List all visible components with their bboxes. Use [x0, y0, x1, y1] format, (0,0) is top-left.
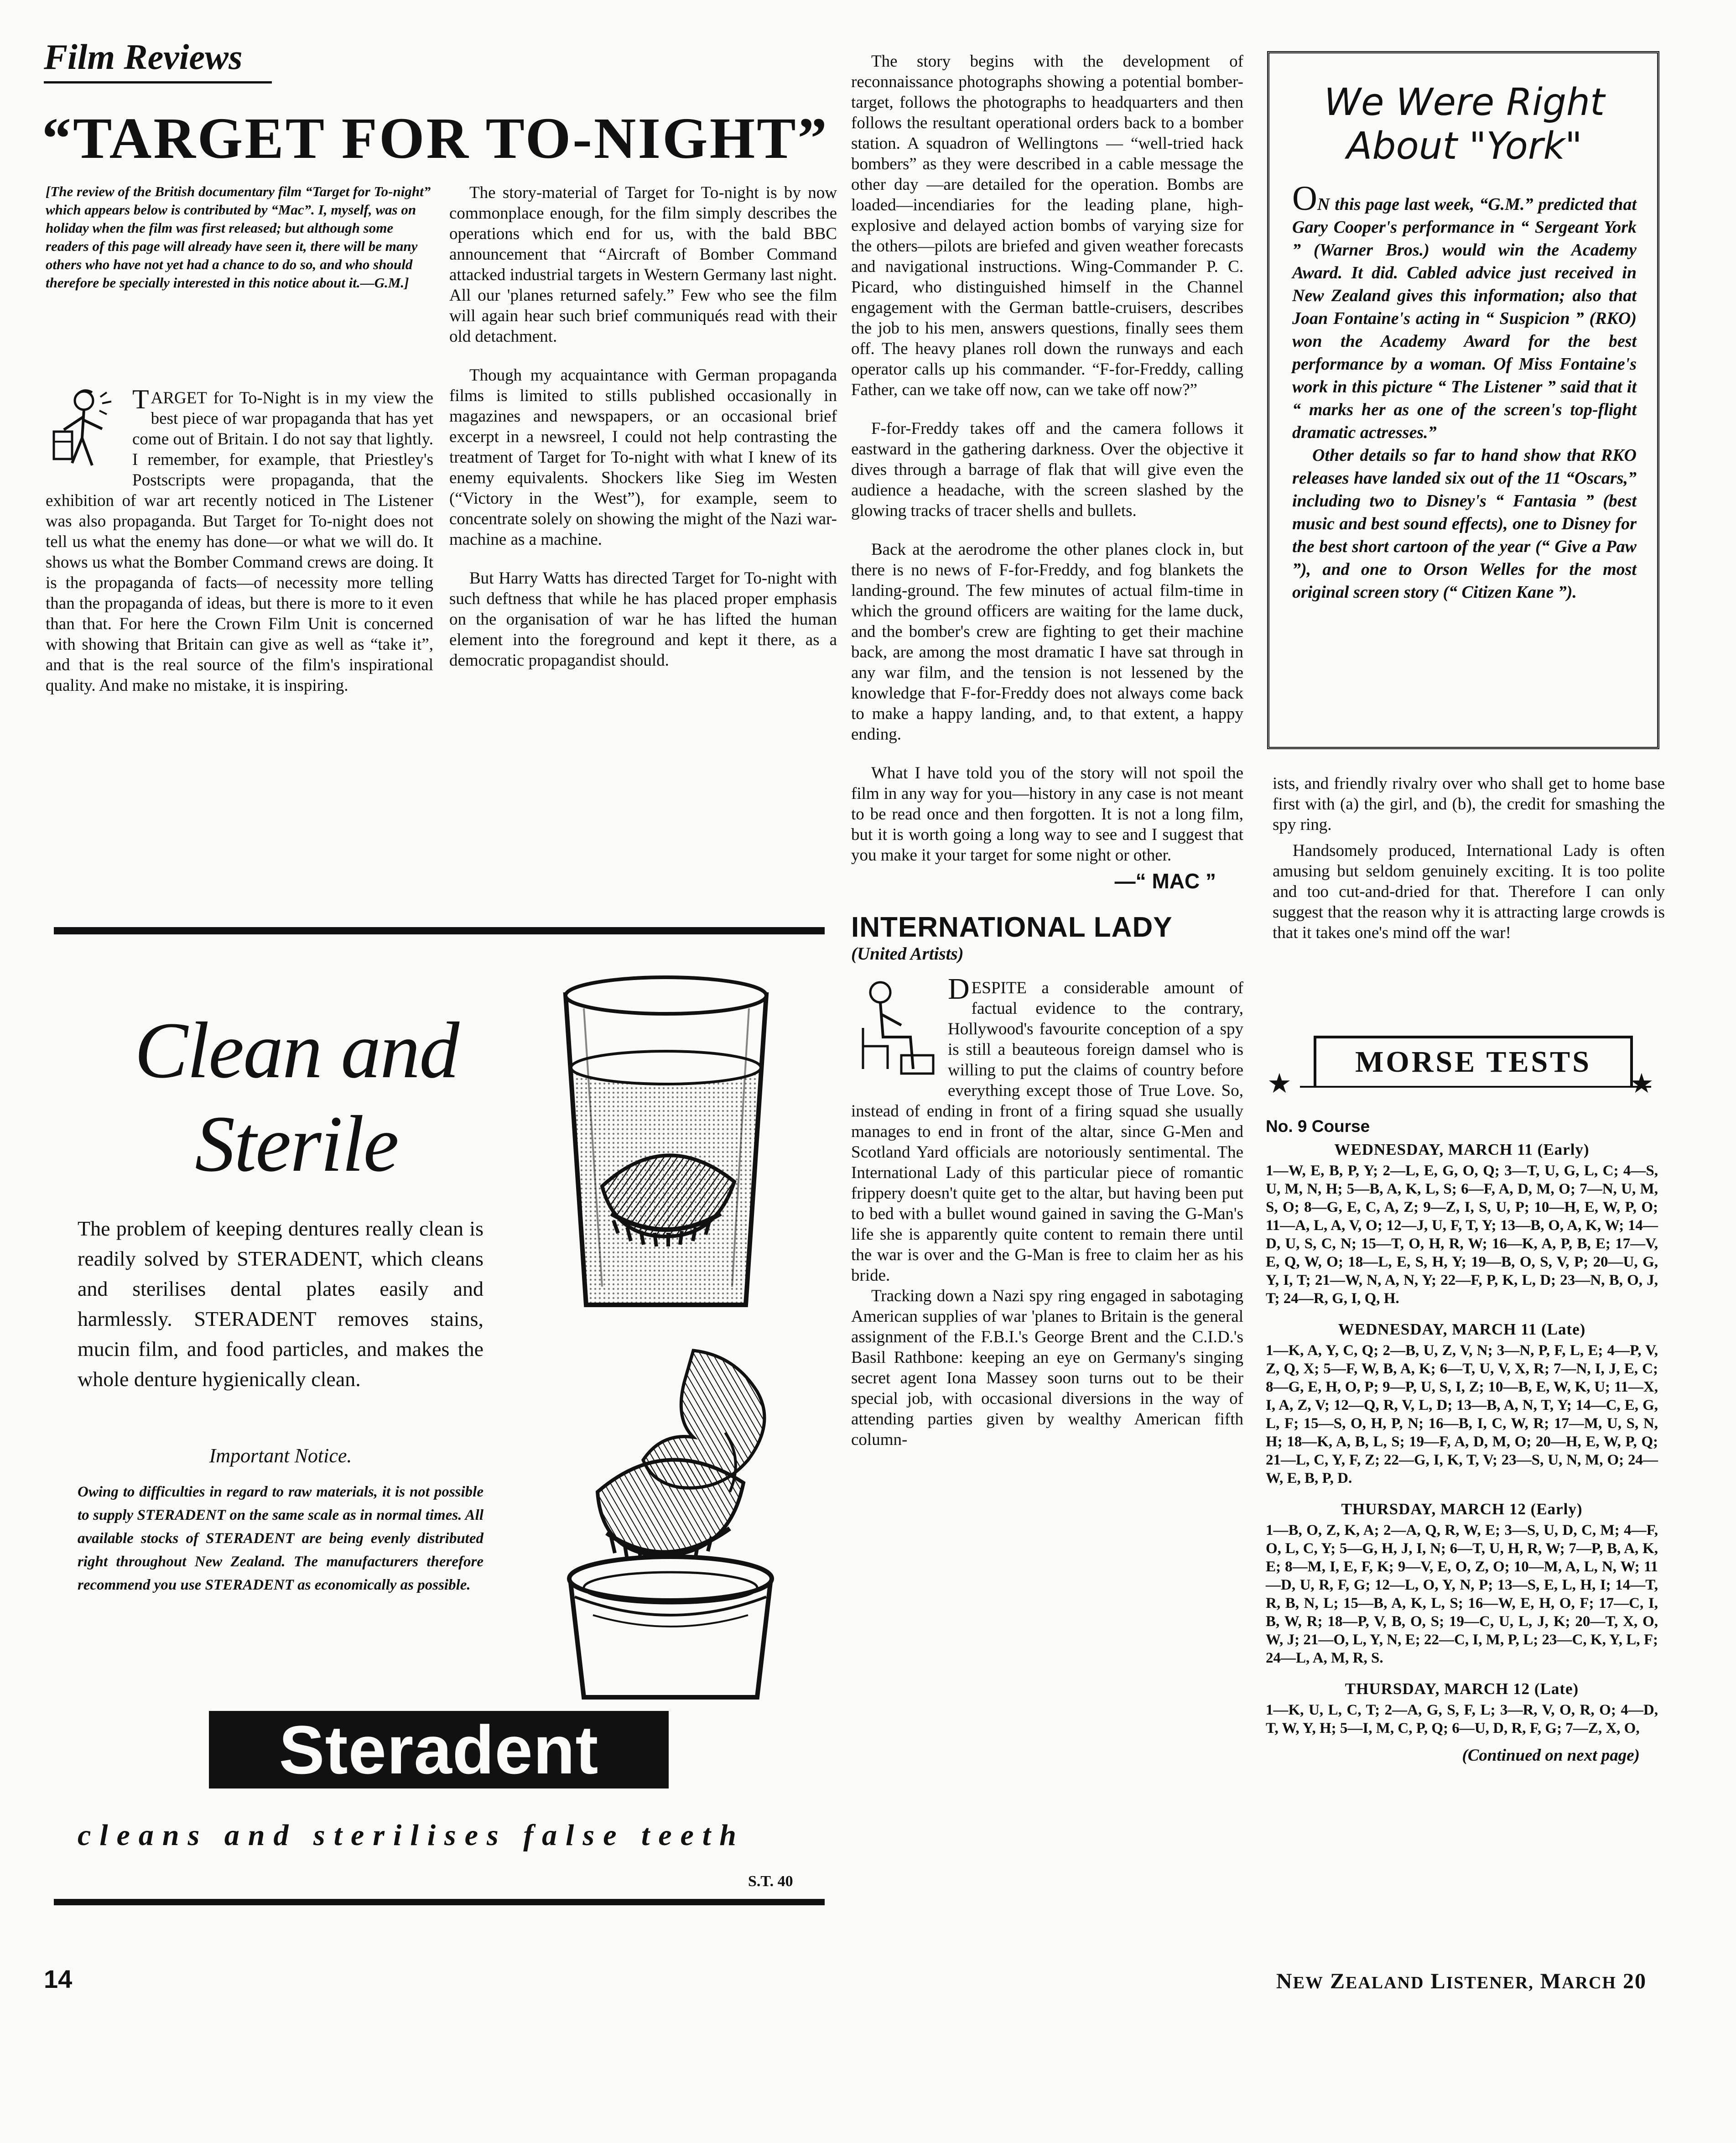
academy-award-notice	[1267, 51, 1659, 749]
advert-tagline: cleans and sterilises false teeth	[78, 1819, 745, 1852]
review-signature: —“ MAC ”	[1114, 869, 1216, 893]
drop-cap-t: T	[132, 384, 149, 414]
review-column-4	[1273, 773, 1665, 943]
review-column-2	[449, 182, 837, 671]
denture-glass-illustration	[515, 958, 816, 1328]
international-lady-studio: (United Artists)	[851, 944, 964, 964]
advert-notice-title: Important Notice.	[209, 1444, 352, 1467]
editor-note: [The review of the British documentary film “Target for To-night” which appears below is contributed by “Mac”. I, myself, was on holiday when the film was first released; but although some readers of this page will already have seen it, there will be many others who have not yet had a chance to do so, and who should therefore be specially interested in this notice about it.—G.M.]	[46, 183, 431, 291]
morse-tests-title: MORSE TESTS	[1314, 1036, 1633, 1086]
continued-note: (Continued on next page)	[1462, 1746, 1640, 1765]
star-icon: ★	[1629, 1069, 1654, 1099]
morse-sequence: 1—K, A, Y, C, Q; 2—B, U, Z, V, N; 3—N, P, F, L, E; 4—P, V, Z, Q, X; 5—F, W, B, A, K; 6—T, U, V, X, R; 7—N, I, J, E, C; 8—G, E, H, O, P; 9—P, U, S, I, Z; 10—B, E, W, K, U; 11—X, I, A, Z, V; 12—Q, R, V, L, D; 13—B, A, N, T, Y; 14—C, E, G, L, F; 15—S, O, H, P, N; 16—B, I, C, W, R; 17—M, U, S, N, H; 18—K, A, B, L, S; 19—F, A, D, M, O; 20—H, E, W, P, Q; 21—L, C, Y, F, Z; 22—G, I, K, T, V; 23—S, U, N, M, O; 24—W, E, B, P, D.	[1266, 1342, 1658, 1486]
advert-headline: Clean and Sterile	[134, 1006, 459, 1189]
review-column-3	[851, 51, 1243, 1450]
international-lady-paragraph-1: DESPITE a considerable amount of factual evidence to the contrary, Hollywood's favourite conception of a spy is still a beauteous foreign damsel who is willing to put the claims of country before everything except those of True Love. So, instead of ending in front of a firing squad she usually manages to end in front of the altar, since G-Men and Scotland Yard officials are notoriously sentimental. The International Lady of this particular piece of romantic frippery doesn't quite get to the altar, but having been put to bed with a bullet wound gained in saving the G-Man's life she is apparently quite content to remain there until the war is over and the G-Man is free to claim her as his bride.	[851, 972, 1243, 1285]
review-paragraph-8: What I have told you of the story will not spoil the film in any way for you—history in any case is not meant to be read once and then forgotten. It is not a long film, but it is worth going a long way to see and I suggest that you make it your target for some night or other.	[851, 764, 1243, 865]
morse-sequence: 1—K, U, L, C, T; 2—A, G, S, F, L; 3—R, V, O, R, O; 4—D, T, W, Y, H; 5—I, M, C, P, Q; 6—U, D, R, F, G; 7—Z, X, O,	[1266, 1702, 1658, 1736]
hand-placing-denture-illustration	[515, 1341, 816, 1706]
drop-cap-d: D	[948, 972, 970, 1006]
morse-tests	[1266, 1113, 1658, 1765]
section-label-underline	[44, 81, 272, 83]
advert-code: S.T. 40	[748, 1873, 793, 1890]
morse-heading: WEDNESDAY, MARCH 11 (Early)	[1334, 1141, 1590, 1158]
international-lady-paragraph-3: ists, and friendly rivalry over who shall get to home base first with (a) the girl, and (b), the credit for smashing the spy ring.	[1273, 774, 1665, 834]
seated-figure-illustration	[851, 978, 942, 1083]
review-paragraph-2: The story-material of Target for To-night is by now commonplace enough, for the film simply describes the operations which end for us, with the bald BBC announcement that “Aircraft of Bomber Command attacked industrial targets in Western Germany last night. All our 'planes returned safely.” Few who see the film will again hear such brief communiqués read with their old detachment.	[449, 183, 837, 346]
review-paragraph-3: Though my acquaintance with German propaganda films is limited to stills published occasionally in magazines and newspapers, or an occasional brief excerpt in a newsreel, I could not help contrasting the treatment of Target for To-night with what I knew of its enemy equivalents. Shockers like Sieg im Westen (“Victory in the West”), for example, seem to concentrate solely on showing the might of the Nazi war-machine as a machine.	[449, 366, 837, 549]
review-paragraph-7: Back at the aerodrome the other planes clock in, but there is no news of F-for-Freddy, and fog blankets the landing-ground. The few minutes of actual film-time in which the ground officers are waiting for the lame duck, and the bomber's crew are fighting to get their machine back, are among the most dramatic I have sat through in any war film, and the tension is not lessened by the knowledge that F-for-Freddy does not always come back to make a happy landing, and, to that extent, a happy ending.	[851, 540, 1243, 744]
review-paragraph-4: But Harry Watts has directed Target for To-night with such deftness that while he has placed proper emphasis on the organisation of war he has lifted the human element into the foreground and kept it there, as a democratic propagandist should.	[449, 569, 837, 670]
star-icon: ★	[1267, 1069, 1292, 1099]
section-label: Film Reviews	[44, 37, 243, 77]
notice-body: ON this page last week, “G.M.” predicted that Gary Cooper's performance in “ Sergeant York ” (Warner Bros.) would win the Academy Award. It did. Cabled advice just received in New Zealand gives this information; also that Joan Fontaine's acting in “ Suspicion ” (RKO) won the Academy Award for the best performance by a woman. Of Miss Fontaine's work in this picture “ The Listener ” said that it “ marks her as one of the screen's top-flight dramatic actresses.” Other details so far to hand show that RKO releases have landed six out of the 11 “Oscars,” including two to Disney's “ Fantasia ” (best music and best sound effects), one to Disney for the best short cartoon of the year (“ Give a Paw ”), and one to Orson Welles for the most original screen story (“ Citizen Kane ”).	[1292, 179, 1637, 602]
notice-title: We Were Right About "York"	[1324, 81, 1605, 168]
page-number: 14	[44, 1965, 73, 1993]
review-headline: “TARGET FOR TO-NIGHT”	[42, 106, 829, 171]
international-lady-paragraph-4: Handsomely produced, International Lady is often amusing but seldom genuinely exciting. It is too polite and too cut-and-dried for that. Therefore I can only suggest that the reason why it is attracting large crowds is that it takes one's mind off the war!	[1273, 841, 1665, 942]
walking-figure-illustration	[46, 388, 126, 474]
advert-top-rule	[54, 927, 825, 934]
morse-course: No. 9 Course	[1266, 1117, 1370, 1136]
review-paragraph-6: F-for-Freddy takes off and the camera follows it eastward in the gathering darkness. Over the objective it dives through a barrage of flak that will give even the audience a headache, with the screen slashed by the glowing tracks of tracer shells and bullets.	[851, 419, 1243, 520]
review-paragraph-5: The story begins with the development of reconnaissance photographs showing a potential bomber-target, follows the photographs to headquarters and then follows the resultant operational orders back to a bomber station. A squadron of Wellingtons — “well-tried hack bombers” as they were described in a cable message the other day —are detailed for the operation. Bombs are loaded—incendiaries for the leading plane, high-explosive and delayed action bombs of varying size for the others—pilots are briefed and given weather forecasts and navigational instructions. Wing-Commander P. C. Picard, who distinguished himself in the Channel engagement with the German battle-cruisers, describes the job to his men, answers questions, finally sees them off. The heavy planes roll down the runways and each operator calls up his commander. “F-for-Freddy, calling Father, can we take off now, can we take off now?”	[851, 52, 1243, 399]
morse-tests-rule	[1300, 1086, 1651, 1088]
morse-sequence: 1—B, O, Z, K, A; 2—A, Q, R, W, E; 3—S, U, D, C, M; 4—F, O, L, C, Y; 5—G, H, J, I, N; 6—T, U, H, R, W; 7—P, B, A, K, E; 8—M, I, E, F, K; 9—V, E, O, Z, O; 10—M, A, L, N, W; 11—D, U, R, F, G; 12—L, O, Y, N, P; 13—S, E, L, H, I; 14—T, R, B, N, L; 15—B, A, K, L, S; 16—W, E, H, O, F; 17—C, I, B, W, R; 18—P, V, B, O, S; 19—C, U, L, J, K; 20—T, X, O, W, J; 21—O, L, Y, N, E; 22—C, I, M, P, L; 23—C, K, Y, L, F; 24—L, A, M, R, S.	[1266, 1522, 1658, 1666]
review-paragraph-1: TARGET for To-Night is in my view the best piece of war propaganda that has yet come out of Britain. I do not say that lightly. I remember, for example, that Priestley's Postscripts were propaganda, that the exhibition of war art recently noticed in The Listener was also propaganda. But Target for To-night does not tell us what the enemy has done—or what we will do. It shows us what the Bomber Command crews are doing. It is the propaganda of facts—of necessity more telling than the propaganda of ideas, but there is more to it even than that. For here the Crown Film Unit is concerned with showing that Britain can give as well as “take it”, and that is the real source of the film's inspirational quality. And make no mistake, it is inspiring.	[46, 384, 433, 695]
advert-notice: Owing to difficulties in regard to raw materials, it is not possible to supply STERADENT on the same scale as in normal times. All available stocks of STERADENT are being evenly distributed right throughout New Zealand. The manufacturers therefore recommend you use STERADENT as economically as possible.	[78, 1484, 483, 1593]
publication-footer: NEW ZEALAND LISTENER, MARCH 20	[1276, 1969, 1647, 1993]
morse-sequence: 1—W, E, B, P, Y; 2—L, E, G, O, Q; 3—T, U, G, L, C; 4—S, U, M, N, H; 5—B, A, K, L, S; 6—F, A, D, M, O; 7—N, U, M, S, O; 8—G, E, C, A, Z; 9—Z, I, S, U, P; 10—H, E, W, P, O; 11—A, L, A, V, O; 12—J, U, F, T, Y; 13—B, O, A, K, W; 14—D, U, S, C, N; 15—T, O, H, R, W; 16—K, A, P, B, E; 17—V, E, Q, W, O; 18—L, E, S, H, Y; 19—B, O, S, V, P; 20—U, G, Y, I, T; 21—W, N, A, N, Y; 22—F, P, K, L, D; 23—N, B, O, J, T; 24—R, G, I, Q, H.	[1266, 1163, 1658, 1307]
international-lady-title: INTERNATIONAL LADY	[851, 912, 1173, 943]
morse-heading: THURSDAY, MARCH 12 (Early)	[1341, 1500, 1583, 1518]
morse-heading: WEDNESDAY, MARCH 11 (Late)	[1338, 1320, 1586, 1338]
advert-bottom-rule	[54, 1899, 825, 1905]
advert-body: The problem of keeping dentures really clean is readily solved by STERADENT, which cleans and sterilises dental plates easily and harmlessly. STERADENT removes stains, mucin film, and food particles, and makes the whole denture hygienically clean.	[78, 1217, 483, 1391]
review-column-1	[46, 384, 433, 696]
steradent-brand-logo: Steradent	[209, 1711, 669, 1788]
morse-heading: THURSDAY, MARCH 12 (Late)	[1345, 1680, 1579, 1698]
drop-cap-o: O	[1292, 179, 1317, 218]
international-lady-paragraph-2: Tracking down a Nazi spy ring engaged in sabotaging American supplies of war 'planes to Britain is the general assignment of the F.B.I.'s George Brent and the C.I.D.'s Basil Rathbone: keeping an eye on Germany's singing secret agent Iona Massey soon turns out to be their special job, with occasional diversions in the way of attending parties given by wealthy American fifth column-	[851, 1287, 1243, 1449]
